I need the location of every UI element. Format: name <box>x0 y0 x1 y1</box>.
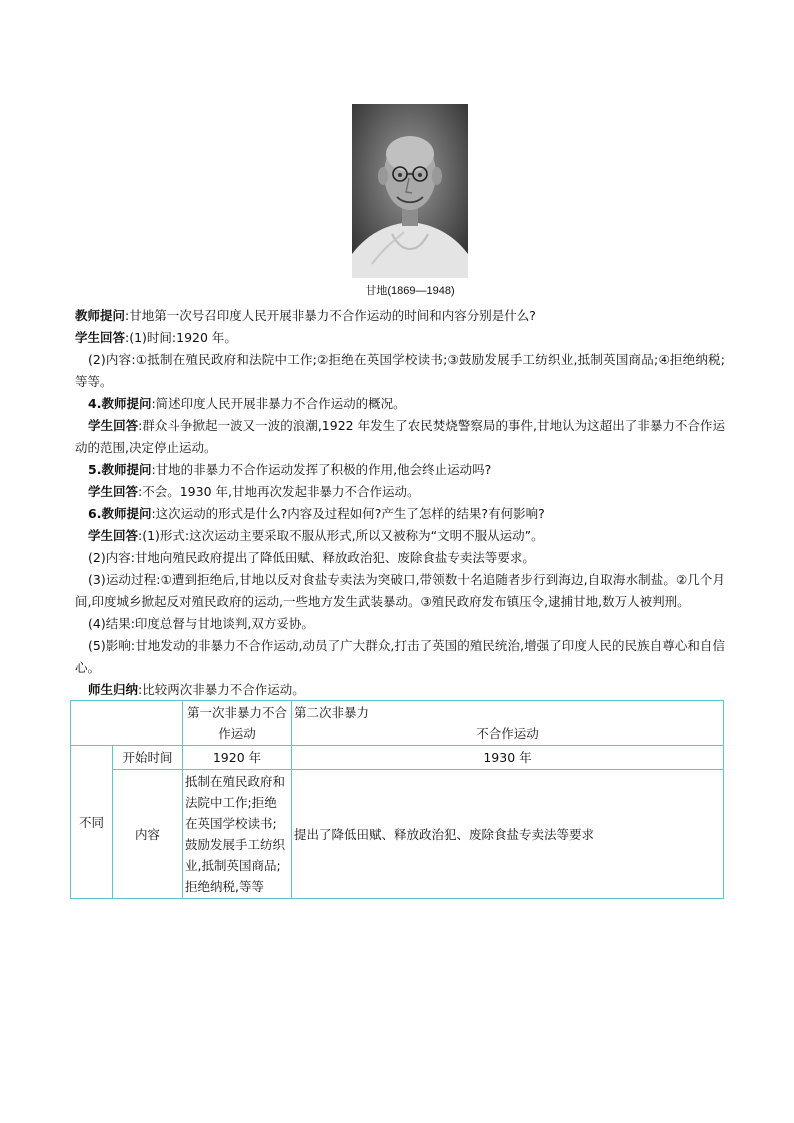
cell-time-second: 1930 年 <box>292 746 724 770</box>
header-second-line-1: 第二次非暴力 <box>294 705 370 720</box>
portrait-svg <box>352 104 468 278</box>
header-second-line-2: 不合作运动 <box>476 726 539 741</box>
row-label-content: 内容 <box>113 770 183 899</box>
paragraph-5: 学生回答:群众斗争掀起一波又一波的浪潮,1922 年发生了农民焚烧警察局的事件,甘地认为这超出了非暴力不合作运动的范围,决定停止运动。 <box>75 418 725 455</box>
gandhi-portrait-photo <box>352 104 468 278</box>
paragraph-12: (4)结果:印度总督与甘地谈判,双方妥协。 <box>88 616 314 631</box>
paragraph-14: 师生归纳:比较两次非暴力不合作运动。 <box>88 682 305 697</box>
cell-time-first: 1920 年 <box>183 746 292 770</box>
paragraph-4: 4.教师提问:简述印度人民开展非暴力不合作运动的概况。 <box>88 396 406 411</box>
paragraph-7: 学生回答:不会。1930 年,甘地再次发起非暴力不合作运动。 <box>88 484 420 499</box>
paragraph-6: 5.教师提问:甘地的非暴力不合作运动发挥了积极的作用,他会终止运动吗? <box>88 462 492 477</box>
header-empty-cell <box>71 701 183 746</box>
row-label-start-time: 开始时间 <box>113 746 183 770</box>
table-header-row <box>71 701 724 746</box>
photo-caption: 甘地(1869—1948) <box>365 285 455 297</box>
table-row-content <box>71 770 724 899</box>
paragraph-11: (3)运动过程:①遭到拒绝后,甘地以反对食盐专卖法为突破口,带领数十名追随者步行到海边,自取海水制盐。②几个月间,印度城乡掀起反对殖民政府的运动,一些地方发生武装暴动。③殖民政府发布镇压令,逮捕甘地,数万人被判刑。 <box>75 572 725 609</box>
paragraph-2: 学生回答:(1)时间:1920 年。 <box>75 330 237 345</box>
comparison-table <box>70 700 724 899</box>
paragraph-10: (2)内容:甘地向殖民政府提出了降低田赋、释放政治犯、废除食盐专卖法等要求。 <box>88 550 535 565</box>
paragraph-1: 教师提问:甘地第一次号召印度人民开展非暴力不合作运动的时间和内容分别是什么? <box>75 308 536 323</box>
header-second-movement <box>292 701 724 746</box>
paragraph-13: (5)影响:甘地发动的非暴力不合作运动,动员了广大群众,打击了英国的殖民统治,增强了印度人民的民族自尊心和自信心。 <box>75 638 725 675</box>
group-label-cell: 不同 <box>71 746 113 899</box>
cell-content-first: 抵制在殖民政府和法院中工作;拒绝在英国学校读书;鼓励发展手工纺织业,抵制英国商品;拒绝纳税,等等 <box>183 770 292 899</box>
cell-content-second: 提出了降低田赋、释放政治犯、废除食盐专卖法等要求 <box>292 770 724 899</box>
paragraph-9: 学生回答:(1)形式:这次运动主要采取不服从形式,所以又被称为“文明不服从运动”。 <box>88 528 544 543</box>
table-row-start-time <box>71 746 724 770</box>
lesson-text <box>75 305 725 701</box>
header-first-movement: 第一次非暴力不合作运动 <box>183 701 292 746</box>
paragraph-8: 6.教师提问:这次运动的形式是什么?内容及过程如何?产生了怎样的结果?有何影响? <box>88 506 545 521</box>
paragraph-3: (2)内容:①抵制在殖民政府和法院中工作;②拒绝在英国学校读书;③鼓励发展手工纺织业,抵制英国商品;④拒绝纳税;等等。 <box>75 352 725 389</box>
